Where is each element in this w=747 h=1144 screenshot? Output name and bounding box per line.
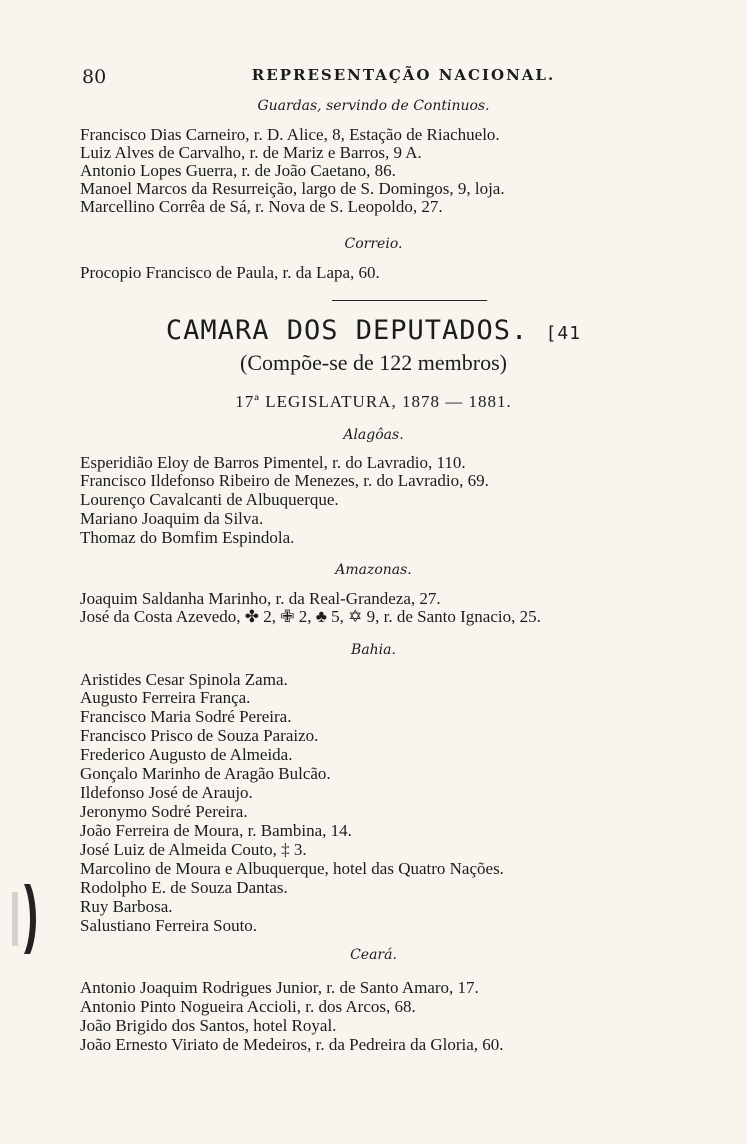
bahia-line: José Luiz de Almeida Couto, ‡ 3. [80,840,307,859]
section-heading-alagoas: Alagôas. [343,427,404,443]
guardas-line: Marcellino Corrêa de Sá, r. Nova de S. Leopoldo, 27. [80,197,443,216]
alagoas-line: Esperidião Eloy de Barros Pimentel, r. do Lavradio, 110. [80,453,466,472]
margin-binding-mark [12,882,36,956]
bahia-line: Ruy Barbosa. [80,897,173,916]
bahia-line: Marcolino de Moura e Albuquerque, hotel das Quatro Nações. [80,859,504,878]
amazonas-line: Joaquim Saldanha Marinho, r. da Real-Grandeza, 27. [80,589,441,608]
correio-line: Procopio Francisco de Paula, r. da Lapa, 60. [80,263,380,282]
bahia-line: Augusto Ferreira França. [80,688,251,707]
running-title: REPRESENTAÇÃO NACIONAL. [251,66,556,84]
bahia-line: Aristides Cesar Spinola Zama. [80,670,288,689]
bahia-line: Frederico Augusto de Almeida. [80,745,293,764]
guardas-line: Luiz Alves de Carvalho, r. de Mariz e Barros, 9 A. [80,143,422,162]
section-heading-guardas: Guardas, servindo de Continuos. [257,98,490,114]
bahia-line: Francisco Prisco de Souza Paraizo. [80,726,319,745]
legislature-line: 17ª LEGISLATURA, 1878 — 1881. [235,392,512,411]
section-heading-ceara: Ceará. [350,947,397,963]
bahia-line: Gonçalo Marinho de Aragão Bulcão. [80,764,331,783]
page-number: 80 [82,66,107,88]
bahia-line: Ildefonso José de Araujo. [80,783,253,802]
chamber-title [0,315,747,346]
alagoas-line: Thomaz do Bomfim Espindola. [80,528,295,547]
section-heading-correio: Correio. [344,236,403,252]
ceara-line: João Ernesto Viriato de Medeiros, r. da Pedreira da Gloria, 60. [80,1035,504,1054]
ceara-line: João Brigido dos Santos, hotel Royal. [80,1016,337,1035]
ceara-line: Antonio Joaquim Rodrigues Junior, r. de Santo Amaro, 17. [80,978,479,997]
bahia-line: Salustiano Ferreira Souto. [80,916,258,935]
bahia-line: Francisco Maria Sodré Pereira. [80,707,292,726]
bahia-line: João Ferreira de Moura, r. Bambina, 14. [80,821,352,840]
guardas-line: Manoel Marcos da Resurreição, largo de S. Domingos, 9, loja. [80,179,505,198]
amazonas-line: José da Costa Azevedo, ✤ 2, ✙ 2, ♣ 5, ✡ 9, r. de Santo Ignacio, 25. [80,607,541,626]
alagoas-line: Mariano Joaquim da Silva. [80,509,264,528]
guardas-line: Francisco Dias Carneiro, r. D. Alice, 8, Estação de Riachuelo. [80,125,500,144]
divider-rule [332,300,487,301]
alagoas-line: Francisco Ildefonso Ribeiro de Menezes, r. do Lavradio, 69. [80,471,489,490]
ceara-line: Antonio Pinto Nogueira Accioli, r. dos Arcos, 68. [80,997,416,1016]
chamber-composition: (Compõe-se de 122 membros) [240,350,507,375]
chamber-ref: [41 [545,323,582,344]
chamber-title-text: CAMARA DOS DEPUTADOS. [165,315,529,346]
section-heading-amazonas: Amazonas. [335,562,412,578]
alagoas-line: Lourenço Cavalcanti de Albuquerque. [80,490,339,509]
section-heading-bahia: Bahia. [351,642,396,658]
bahia-line: Jeronymo Sodré Pereira. [80,802,248,821]
guardas-line: Antonio Lopes Guerra, r. de João Caetano, 86. [80,161,396,180]
bahia-line: Rodolpho E. de Souza Dantas. [80,878,288,897]
